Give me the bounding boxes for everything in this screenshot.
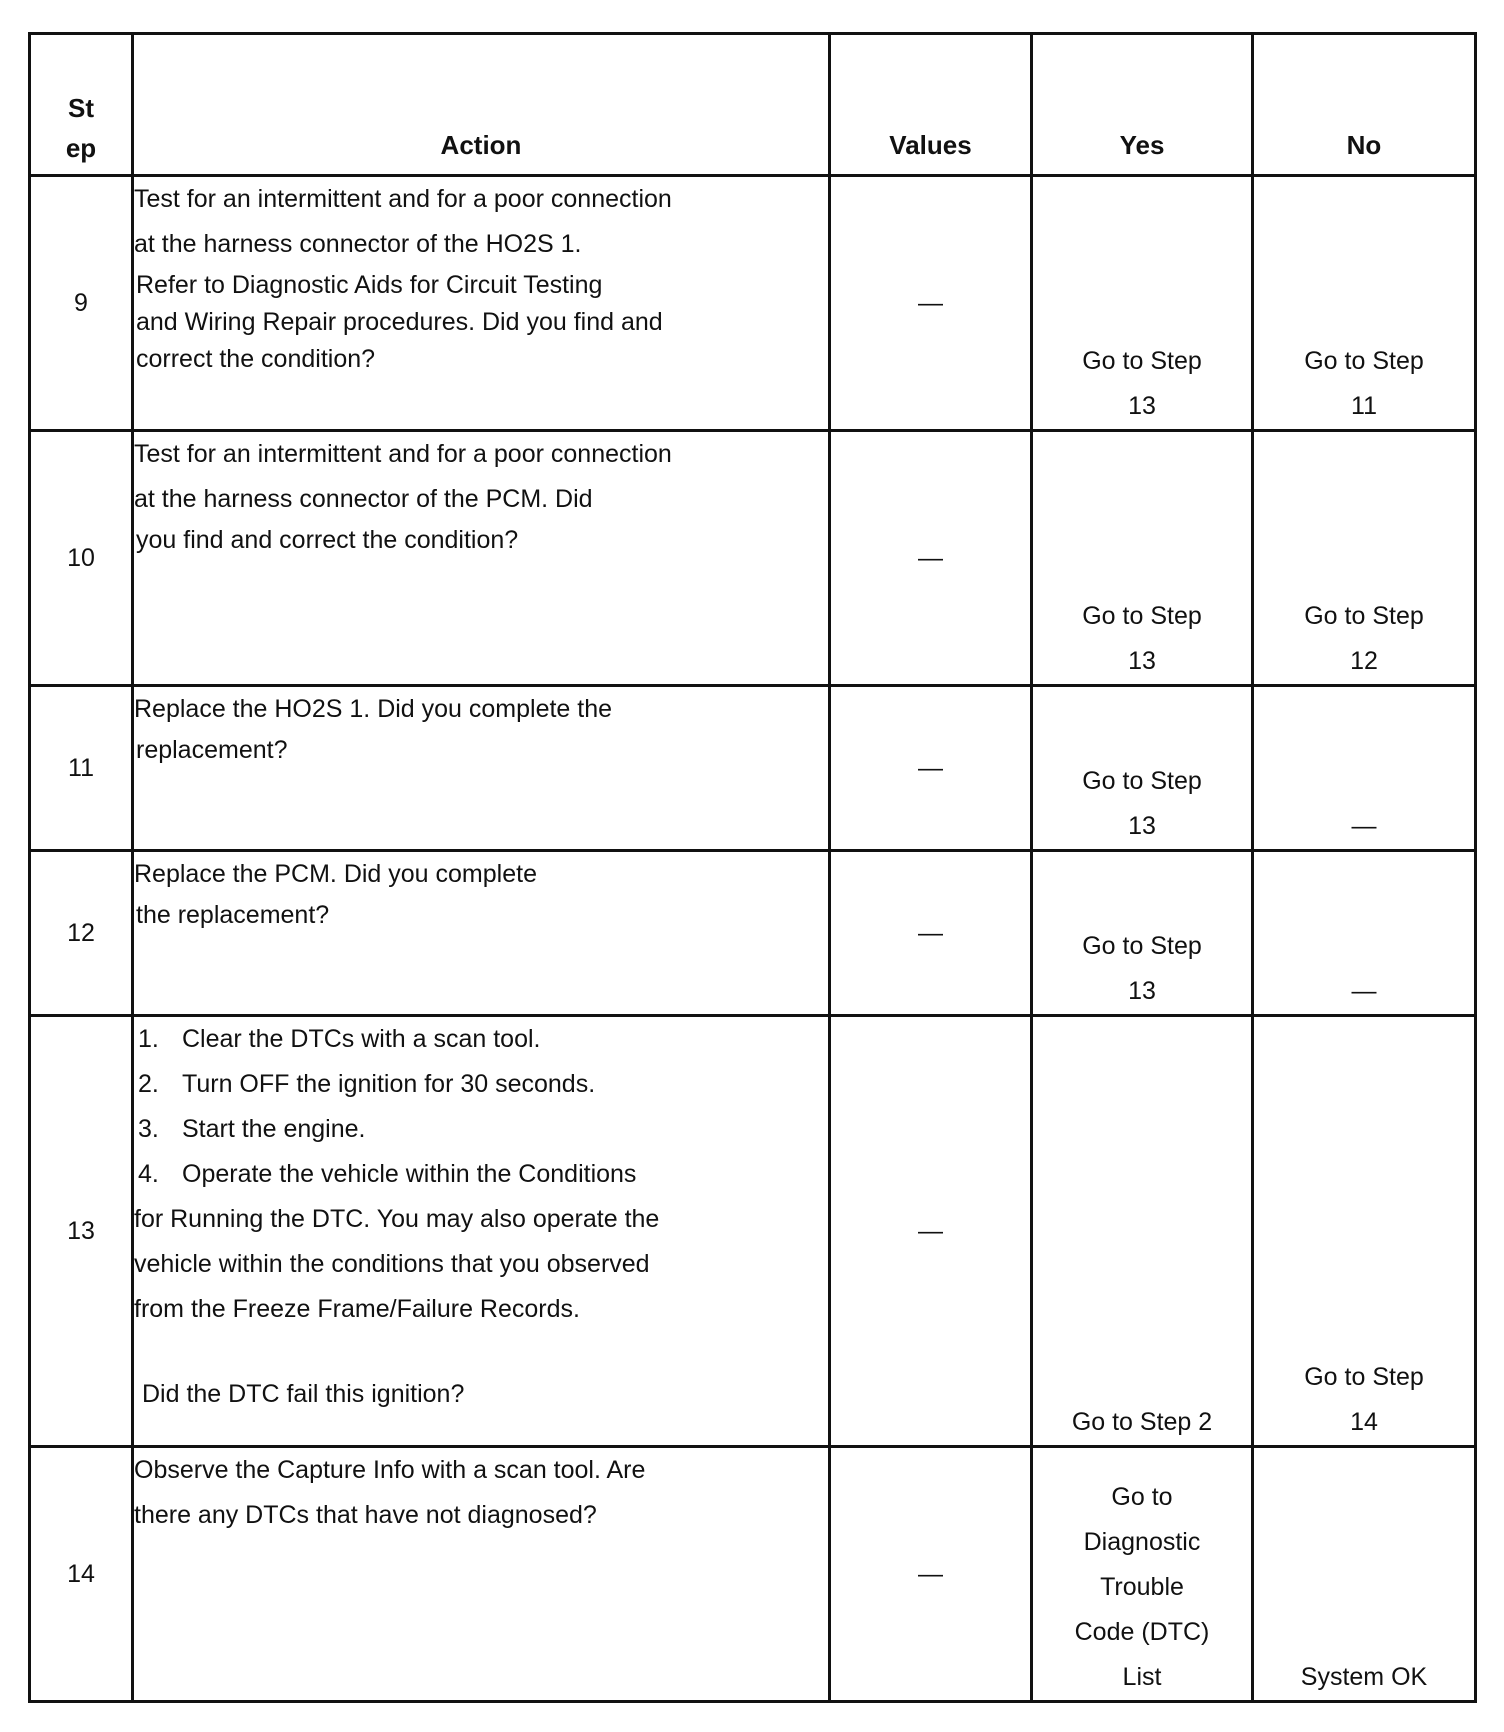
yes-cell <box>1032 176 1253 431</box>
action-line: and Wiring Repair procedures. Did you find and <box>136 308 663 336</box>
no-line: Go to Step <box>1304 1363 1424 1391</box>
no-cell <box>1253 1447 1476 1702</box>
values-cell: — <box>830 686 1032 851</box>
action-question: Did the DTC fail this ignition? <box>142 1380 465 1408</box>
values-cell: — <box>830 1447 1032 1702</box>
action-line: you find and correct the condition? <box>136 526 519 554</box>
list-text: Clear the DTCs with a scan tool. <box>182 1025 541 1053</box>
no-cell <box>1253 851 1476 1016</box>
action-line: correct the condition? <box>136 345 376 373</box>
table-row <box>30 1447 1476 1702</box>
yes-cell <box>1032 1447 1253 1702</box>
yes-line: Trouble <box>1100 1573 1184 1601</box>
action-line: for Running the DTC. You may also operate the <box>134 1205 660 1233</box>
step-number: 9 <box>30 176 133 431</box>
yes-line: Go to Step <box>1082 767 1202 795</box>
list-number: 4. <box>138 1160 159 1188</box>
no-line: Go to Step <box>1304 602 1424 630</box>
list-number: 1. <box>138 1025 159 1053</box>
yes-line: 13 <box>1128 812 1156 840</box>
yes-line: Go to Step <box>1082 602 1202 630</box>
yes-cell <box>1032 686 1253 851</box>
values-cell: — <box>830 431 1032 686</box>
values-cell: — <box>830 1016 1032 1447</box>
list-number: 3. <box>138 1115 159 1143</box>
header-step <box>30 34 133 176</box>
diagnostic-table-sheet <box>28 32 1474 1703</box>
list-text: Start the engine. <box>182 1115 366 1143</box>
yes-cell <box>1032 851 1253 1016</box>
action-line: replacement? <box>136 736 288 764</box>
step-number: 14 <box>30 1447 133 1702</box>
action-cell <box>133 1016 830 1447</box>
action-line: from the Freeze Frame/Failure Records. <box>134 1295 580 1323</box>
header-row <box>30 34 1476 176</box>
no-line: System OK <box>1300 1663 1428 1691</box>
yes-line: 13 <box>1128 392 1156 420</box>
header-step-line-1: St <box>68 93 94 123</box>
values-cell: — <box>830 176 1032 431</box>
action-line: at the harness connector of the HO2S 1. <box>134 230 582 258</box>
action-line: there any DTCs that have not diagnosed? <box>134 1501 597 1529</box>
yes-line: List <box>1122 1663 1162 1691</box>
header-yes: Yes <box>1032 34 1253 176</box>
diagnostic-steps-table <box>28 32 1477 1703</box>
no-line: — <box>1351 977 1377 1005</box>
header-step-line-2: ep <box>65 133 97 163</box>
header-action: Action <box>133 34 830 176</box>
action-cell <box>133 431 830 686</box>
no-cell <box>1253 686 1476 851</box>
no-line: 14 <box>1350 1408 1378 1436</box>
yes-line: Go to Step 2 <box>1071 1408 1213 1436</box>
no-line: Go to Step <box>1304 347 1424 375</box>
action-line: at the harness connector of the PCM. Did <box>134 485 593 513</box>
table-row <box>30 686 1476 851</box>
action-list-item <box>134 1107 828 1152</box>
header-no: No <box>1253 34 1476 176</box>
table-row <box>30 431 1476 686</box>
no-line: 11 <box>1351 392 1377 420</box>
step-number: 11 <box>30 686 133 851</box>
no-line: — <box>1351 812 1377 840</box>
no-cell <box>1253 176 1476 431</box>
no-cell <box>1253 431 1476 686</box>
yes-cell <box>1032 1016 1253 1447</box>
step-number: 10 <box>30 431 133 686</box>
action-line: Refer to Diagnostic Aids for Circuit Testing <box>136 271 603 299</box>
action-line: Test for an intermittent and for a poor connection <box>134 185 672 213</box>
list-text: Operate the vehicle within the Conditions <box>182 1160 637 1188</box>
yes-line: Go to <box>1111 1483 1173 1511</box>
yes-line: 13 <box>1128 647 1156 675</box>
table-row <box>30 851 1476 1016</box>
action-cell <box>133 686 830 851</box>
step-number: 12 <box>30 851 133 1016</box>
action-list-item <box>134 1152 828 1197</box>
step-number: 13 <box>30 1016 133 1447</box>
action-line: Replace the HO2S 1. Did you complete the <box>134 695 613 723</box>
table-row <box>30 176 1476 431</box>
no-cell <box>1253 1016 1476 1447</box>
action-cell <box>133 1447 830 1702</box>
yes-line: Go to Step <box>1082 932 1202 960</box>
action-line: Observe the Capture Info with a scan tool. Are <box>134 1456 646 1484</box>
yes-line: Diagnostic <box>1083 1528 1201 1556</box>
action-cell <box>133 851 830 1016</box>
list-number: 2. <box>138 1070 159 1098</box>
action-line: vehicle within the conditions that you observed <box>134 1250 650 1278</box>
list-text: Turn OFF the ignition for 30 seconds. <box>182 1070 596 1098</box>
action-line: the replacement? <box>136 901 330 929</box>
yes-cell <box>1032 431 1253 686</box>
values-cell: — <box>830 851 1032 1016</box>
action-list-item <box>134 1062 828 1107</box>
header-values: Values <box>830 34 1032 176</box>
yes-line: 13 <box>1128 977 1156 1005</box>
table-row <box>30 1016 1476 1447</box>
action-cell <box>133 176 830 431</box>
action-line: Test for an intermittent and for a poor connection <box>134 440 672 468</box>
yes-line: Code (DTC) <box>1074 1618 1210 1646</box>
action-line: Replace the PCM. Did you complete <box>134 860 537 888</box>
yes-line: Go to Step <box>1082 347 1202 375</box>
action-list-item <box>134 1017 828 1062</box>
no-line: 12 <box>1350 647 1378 675</box>
